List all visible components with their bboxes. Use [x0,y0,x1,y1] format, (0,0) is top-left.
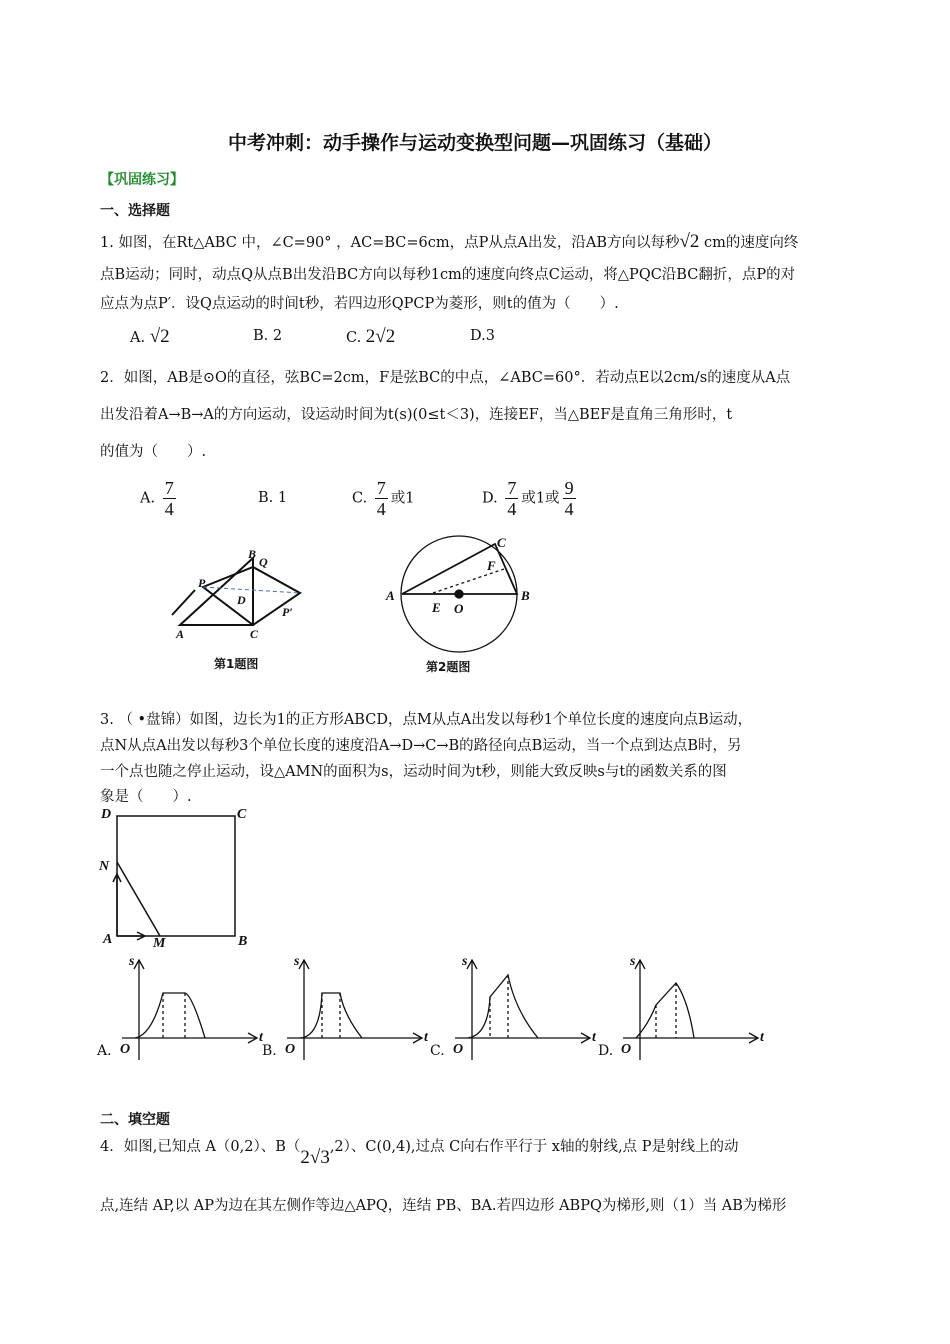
graph-option-d: D. s t O [598,955,764,1059]
q3-line4: 象是（ ）. [100,789,192,805]
q2-option-b: B. 1 [258,490,288,506]
svg-text:t: t [760,1030,764,1045]
svg-text:s: s [129,955,135,969]
svg-text:s: s [630,955,636,969]
svg-text:N: N [99,859,110,874]
graph-curve [135,993,205,1038]
svg-text:D: D [237,593,246,607]
svg-text:M: M [153,936,166,950]
svg-text:B: B [248,547,257,561]
q1-option-a: A. √2 [130,326,170,347]
q4-line2: 点,连结 AP,以 AP为边在其左侧作等边△APQ，连结 PB、BA.若四边形 ABPQ为梯形,则（1）当 AB为梯形 [100,1198,787,1214]
q1-option-b: B. 2 [253,328,283,344]
svg-text:F: F [487,558,496,573]
page-title: 中考冲刺：动手操作与运动变换型问题—巩固练习（基础） [227,132,722,154]
q1-text: cm的速度向终 [699,235,799,251]
q3-line2: 点N从点A出发以每秒3个单位长度的速度沿A→D→C→B的路径向点B运动，当一个点到达点B时，另 [100,738,742,754]
q2-line3: 的值为（ ）. [100,444,207,460]
svg-text:A: A [386,588,395,603]
q1-sqrt: √2 [679,231,700,252]
svg-text:t: t [592,1030,596,1045]
q3-line1: 3. （ •盘锦）如图，边长为1的正方形ABCD，点M从点A出发以每秒1个单位长度的速度向点B运动， [100,712,753,728]
square-figure [95,802,255,950]
graph-option-c: C. s t O [430,955,596,1059]
figure-2-diagram [380,530,540,655]
svg-text:B: B [238,934,248,949]
graph-option-a: A. s t O [97,955,263,1059]
figure-2-caption: 第2题图 [426,660,471,674]
svg-text:O: O [120,1042,131,1057]
figure-1-caption: 第1题图 [214,657,259,671]
q1-option-d: D.3 [470,328,495,344]
graph-curve [300,993,362,1038]
svg-text:C: C [237,807,247,822]
q2-option-d: D. $\frac{7}{4}$ 或1或 $\frac{9}{4}$ [482,478,574,519]
svg-text:O: O [453,1042,464,1057]
q1-line2: 点B运动；同时，动点Q从点B出发沿BC方向以每秒1cm的速度向终点C运动，将△PQC沿BC翻折，点P的对 [100,267,796,283]
svg-text:A: A [103,932,113,947]
svg-text:s: s [294,955,300,969]
q1-option-c: C. 2√2 [346,326,396,347]
section-tag: 【巩固练习】 [100,172,184,188]
q3-line3: 一个点也随之停止运动，设△AMN的面积为s，运动时间为t秒，则能大致反映s与t的函数关系的图 [100,764,727,780]
graph-option-b: B. s t O [262,955,428,1059]
svg-text:D: D [101,807,112,822]
svg-text:P′: P′ [282,605,293,619]
svg-text:B: B [521,588,530,603]
q4-sqrt: 2√3 [300,1147,330,1168]
svg-text:O: O [454,601,464,616]
q2-line1: 2．如图，AB是⊙O的直径，弦BC=2cm，F是弦BC的中点，∠ABC=60°．若动点E以2cm/s的速度从A点 [100,370,791,386]
q1-line3: 应点为点P′．设Q点运动的时间t秒，若四边形QPCP为菱形，则t的值为（ ）. [100,296,619,312]
svg-text:t: t [424,1030,428,1045]
q2-line2: 出发沿着A→B→A的方向运动，设运动时间为t(s)(0≤t＜3)，连接EF，当△BEF是直角三角形时，t [100,407,733,423]
svg-text:O: O [285,1042,296,1057]
svg-text:E: E [432,600,441,615]
q1-text: 1. 如图，在Rt△ABC 中，∠C=90° ，AC=BC=6cm，点P从点A出发，沿AB方向以每秒 [100,235,680,251]
part1-heading: 一、选择题 [100,203,170,219]
figure-1-diagram [160,530,310,650]
part2-heading: 二、填空题 [100,1112,170,1128]
graph-curve [468,975,538,1038]
svg-text:C: C [497,535,506,550]
svg-text:t: t [259,1030,263,1045]
graph-curve [636,983,694,1038]
q2-option-c: C. $\frac{7}{4}$ 或1 [352,478,415,519]
q1-line1 [100,232,798,253]
svg-text:O: O [621,1042,632,1057]
svg-text:A: A [176,627,185,641]
svg-text:P: P [198,576,206,590]
svg-text:Q: Q [259,555,268,569]
q4-line1: 4．如图,已知点 A（0,2）、B（2√3,2）、C(0,4),过点 C向右作平行于 x轴的射线,点 P是射线上的动 [100,1139,739,1168]
svg-text:C: C [250,627,259,641]
svg-text:s: s [462,955,468,969]
q2-option-a: A. $\frac{7}{4}$ [140,478,174,519]
